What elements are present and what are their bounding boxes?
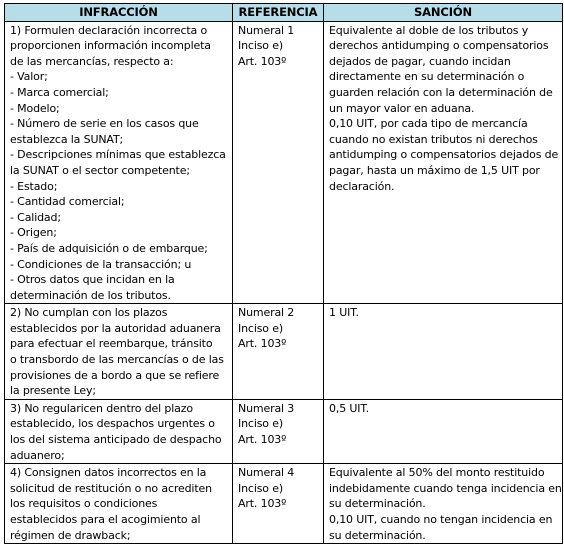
- infraccion-line: - Estado;: [10, 179, 58, 193]
- cell-sancion: [324, 399, 563, 463]
- sancion-line: 0,5 UIT.: [329, 401, 369, 415]
- infraccion-line: la SUNAT o el sector competente;: [10, 163, 190, 177]
- infraccion-line: 1) Formulen declaración incorrecta o: [10, 23, 208, 37]
- cell-infraccion: [5, 399, 233, 463]
- infraccion-line: establecidos para el acogimiento al: [10, 513, 201, 526]
- sancion-line: 0,10 UIT, cuando no tengan incidencia en: [329, 513, 553, 526]
- cell-referencia: [233, 399, 324, 463]
- sancion-line: indebidamente cuando tenga incidencia en: [329, 481, 562, 495]
- sancion-line: 0,10 UIT, por cada tipo de mercancía: [329, 117, 528, 131]
- infraccion-line: los del sistema anticipado de despacho: [10, 433, 222, 447]
- infraccion-line: determinación de los tributos.: [10, 288, 171, 302]
- infraccion-line: - Descripciones mínimas que establezca: [10, 148, 226, 162]
- sancion-line: antidumping o compensatorios dejados de: [329, 148, 559, 162]
- referencia-line: Inciso e): [238, 417, 283, 431]
- infraccion-line: establezca la SUNAT;: [10, 132, 124, 146]
- infraccion-line: aduanero;: [10, 448, 65, 462]
- sancion-line: Equivalente al doble de los tributos y: [329, 23, 529, 37]
- referencia-line: Art. 103º: [238, 54, 287, 68]
- infraccion-line: los requisitos o condiciones: [10, 497, 158, 511]
- infraccion-line: - País de adquisición o de embarque;: [10, 241, 208, 255]
- cell-sancion: [324, 304, 563, 400]
- sancion-line: directamente en su determinación o: [329, 70, 525, 84]
- referencia-line: Inciso e): [238, 481, 283, 495]
- table-row: [5, 304, 563, 400]
- infraccion-line: régimen de drawback;: [10, 528, 131, 542]
- header-sancion: SANCIÓN: [324, 4, 563, 22]
- sancion-line: un mayor valor en aduana.: [329, 101, 475, 115]
- infraccion-line: establecidos por la autoridad aduanera: [10, 321, 221, 335]
- referencia-line: Art. 103º: [238, 497, 287, 511]
- infraccion-line: provisiones de a bordo a que se refiere: [10, 368, 220, 382]
- sancion-line: su determinación.: [329, 528, 426, 542]
- referencia-line: Inciso e): [238, 39, 283, 53]
- table-row: [5, 464, 563, 544]
- referencia-line: Numeral 2: [238, 306, 295, 320]
- header-infraccion: INFRACCIÓN: [5, 4, 233, 22]
- infraccion-line: - Cantidad comercial;: [10, 195, 125, 209]
- table-body: [5, 21, 563, 544]
- cell-infraccion: [5, 21, 233, 304]
- infraccion-line: solicitud de restitución o no acrediten: [10, 481, 212, 495]
- cell-referencia: [233, 304, 324, 400]
- cell-referencia: [233, 464, 324, 544]
- referencia-line: Numeral 3: [238, 401, 295, 415]
- infraccion-line: - Origen;: [10, 226, 57, 240]
- header-referencia: REFERENCIA: [233, 4, 324, 22]
- sancion-line: dejados de pagar, cuando incidan: [329, 54, 511, 68]
- infraccion-line: o transbordo de las mercancías o de las: [10, 353, 224, 367]
- header-row: [5, 4, 563, 22]
- infraccion-line: - Condiciones de la transacción; u: [10, 257, 192, 271]
- infraccion-line: 4) Consignen datos incorrectos en la: [10, 466, 207, 480]
- infraccion-line: de las mercancías, respecto a:: [10, 54, 174, 68]
- referencia-line: Art. 103º: [238, 337, 287, 351]
- table-row: [5, 21, 563, 304]
- sancion-line: su determinación.: [329, 497, 426, 511]
- sancion-line: declaración.: [329, 179, 395, 193]
- sancion-line: 1 UIT.: [329, 306, 359, 320]
- referencia-line: Inciso e): [238, 321, 283, 335]
- infraccion-line: 3) No regularicen dentro del plazo: [10, 401, 193, 415]
- infraccion-line: - Valor;: [10, 70, 48, 84]
- sancion-line: cuando no existan tributos ni derechos: [329, 132, 538, 146]
- cell-referencia: [233, 21, 324, 304]
- infraccion-line: - Modelo;: [10, 101, 60, 115]
- infraccion-line: - Número de serie en los casos que: [10, 117, 199, 131]
- sancion-line: derechos antidumping o compensatorios: [329, 39, 549, 53]
- sancion-line: guarden relación con la determinación de: [329, 85, 553, 99]
- infraccion-line: para efectuar el reembarque, tránsito: [10, 337, 213, 351]
- infraccion-line: proporcionen información incompleta: [10, 39, 211, 53]
- infraccion-line: - Marca comercial;: [10, 85, 109, 99]
- cell-sancion: [324, 21, 563, 304]
- cell-infraccion: [5, 304, 233, 400]
- infraccion-line: - Otros datos que incidan en la: [10, 273, 175, 287]
- cell-sancion: [324, 464, 563, 544]
- infraccion-line: - Calidad;: [10, 210, 61, 224]
- table-row: [5, 399, 563, 463]
- cell-infraccion: [5, 464, 233, 544]
- sancion-line: pagar, hasta un máximo de 1,5 UIT por: [329, 163, 540, 177]
- sancion-line: Equivalente al 50% del monto restituido: [329, 466, 545, 480]
- infraccion-line: 2) No cumplan con los plazos: [10, 306, 168, 320]
- referencia-line: Art. 103º: [238, 433, 287, 447]
- sanctions-table: [4, 3, 563, 544]
- referencia-line: Numeral 1: [238, 23, 295, 37]
- referencia-line: Numeral 4: [238, 466, 295, 480]
- infraccion-line: establecido, los despachos urgentes o: [10, 417, 215, 431]
- infraccion-line: la presente Ley;: [10, 384, 96, 398]
